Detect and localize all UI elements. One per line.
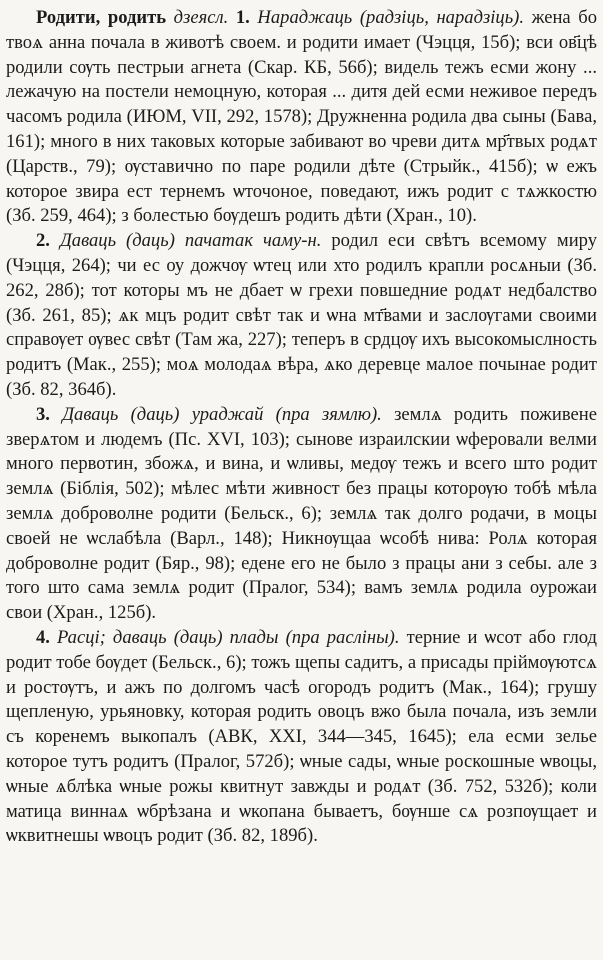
sense-2-citations: родил еси свѣтъ всемому миру (Чэцця, 264); чи ес оу дожчѹ ѡтец или хто родилъ крапли росѧныи (Зб. 262, 28б); тот которы мъ не дбает ѡ грехи повшедние родѧт недбалство (Зб. 261, 85); ѧк мцъ родит свѣт так и ѡна мт҃вами и заслѹгами своими справѹет ѹвес свѣт (Там жа, 227); теперъ в срдцѹ ихъ высокомыслность родитъ (Мак., 255); моѧ молодаѧ вѣра, ѧко деревце малое почынае родит (Зб. 82, 364б). [6, 230, 597, 400]
headword: Родити, родить [36, 7, 167, 28]
sense-4-number: 4. [36, 626, 50, 648]
sense-2-paragraph [6, 229, 597, 403]
sense-1-definition: Нараджаць (радзіць, нарадзіць). [257, 7, 525, 28]
sense-4-definition: Расці; даваць (даць) плады (пра расліны). [57, 626, 400, 648]
sense-1-paragraph [6, 6, 597, 229]
sense-3-definition: Даваць (даць) ураджай (пра зямлю). [62, 403, 382, 425]
part-of-speech: дзеясл. [173, 7, 229, 28]
sense-4-paragraph [6, 626, 597, 849]
sense-2-number: 2. [36, 230, 50, 252]
sense-3-number: 3. [36, 403, 50, 425]
sense-3-citations: землѧ родить поживене зверѧтом и людемъ (Пс. XVI, 103); сынове израилскии ѡферовали велми много первотин, збожѧ, и вина, и ѡливы, медѹ тежъ и всего што родит землѧ (Біблія, 502); мѣлес мѣти живност без працы которѹю тобѣ мѣла землѧ доброволне родити (Бельск., 6); землѧ так долго родачи, в моцы своей не ѡслабѣла (Варл., 148); Никнѹщаа ѡсобѣ нива: Ролѧ которая доброволне родит (Бяр., 98); едене его не было з працы ани з себы. але з того што сама землѧ родит (Пралог, 534); вамъ землѧ родила оурожаи свои (Хран., 125б). [6, 403, 597, 624]
sense-3-paragraph [6, 403, 597, 626]
sense-1-number: 1. [235, 7, 250, 28]
sense-4-citations: терние и ѡсот або глод родит тобе бѹдет (Бельск., 6); тожъ щепы садитъ, а присады пріймѹютсѧ и ростѹтъ, и ажъ по долгомъ часѣ огородъ родитъ (Мак., 164); грушу щепленую, урьяновку, которая родить овоцъ вжо была почала, изъ земли съ коренемъ выкопалъ (АВК, XXI, 344—345, 1645); ела есми зелье которое тутъ родитъ (Пралог, 572б); ѡные сады, ѡные роскошные ѡвоцы, ѡные ѧблѣка ѡные рожы квитнут завжды и родѧт (Зб. 752, 532б); коли матица виннаѧ ѡбрѣзана и ѡкопана бываетъ, бѹнше сѧ розпѹщает и ѡквитнешы ѡвоцъ родит (Зб. 82, 189б). [6, 626, 597, 847]
sense-2-definition: Даваць (даць) пачатак чаму-н. [59, 230, 322, 252]
sense-1-citations: жена бо твоѧ анна почала в животѣ своем. и родити имает (Чэцця, 15б); вси ов҃цѣ родили сѹть пестрыи агнета (Скар. КБ, 56б); видель тежъ есми жону ... лежачую на постели немоцную, которая ... дитя дей есми неживое передъ часомъ родила (ИЮМ, VII, 292, 1578); Дружненна родила два сыны (Бава, 161); много в них таковых которые забивают во чреви дитѧ мр҃твых родѧт (Царств., 79); ѹставично по паре родили дѣте (Стрыйк., 415б); ѡ ежъ которое звира ест тернемъ ѡточоное, поведают, ижъ родит с тѧжкостю (Зб. 259, 464); з болестью бѹдешъ родить дѣти (Хран., 10). [6, 7, 598, 227]
